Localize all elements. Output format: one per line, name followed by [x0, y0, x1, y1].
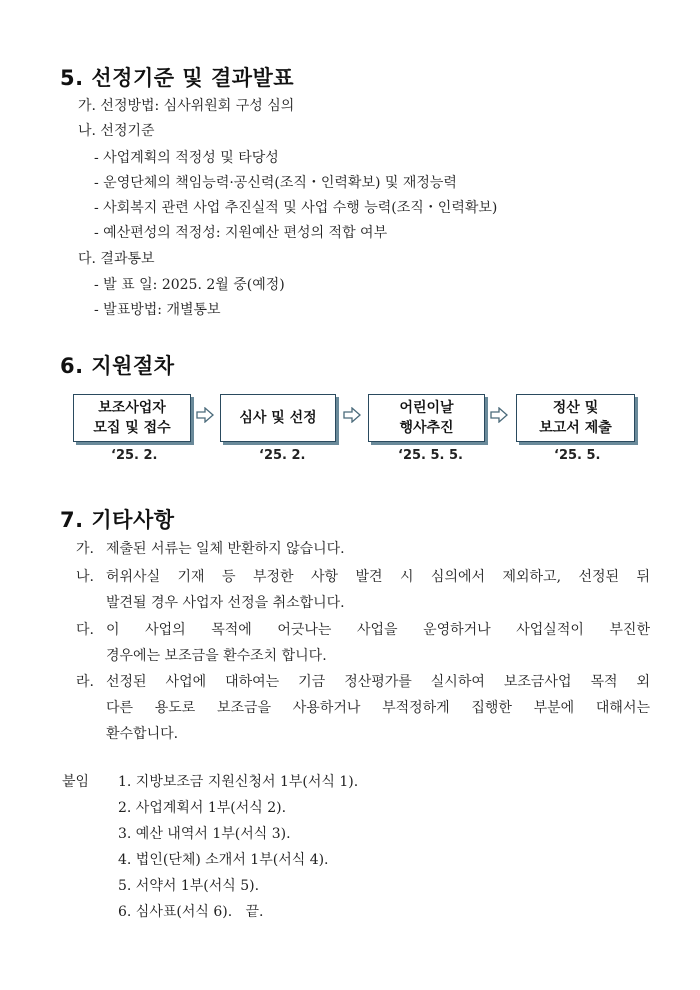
process-step-label: 모집 및 접수: [93, 420, 171, 436]
process-step-2: [220, 394, 336, 442]
notice-text: 환수합니다.: [106, 726, 179, 742]
process-step-label: 보조사업자: [98, 400, 166, 416]
notice-text: 이 사업의 목적에 어긋나는 사업을 운영하거나 사업실적이 부진한: [106, 622, 650, 638]
attachment-item: 1. 지방보조금 지원신청서 1부(서식 1).: [118, 774, 359, 790]
flow-arrow-icon: [490, 407, 508, 423]
attachments-label: 붙임: [62, 774, 90, 790]
process-step-label: 심사 및 선정: [239, 410, 317, 426]
process-step-3: [368, 394, 485, 442]
criteria-item: - 사회복지 관련 사업 추진실적 및 사업 수행 능력(조직・인력확보): [94, 200, 498, 216]
criteria-item: - 사업계획의 적정성 및 타당성: [94, 150, 279, 166]
notice-text: 다른 용도로 보조금을 사용하거나 부적정하게 집행한 부분에 대해서는: [106, 700, 650, 716]
flow-arrow-icon: [343, 407, 361, 423]
process-step-4: [516, 394, 635, 442]
section-7-heading: 7. 기타사항: [60, 508, 175, 532]
list-marker: 나.: [76, 569, 94, 585]
attachment-item: 4. 법인(단체) 소개서 1부(서식 4).: [118, 852, 329, 868]
attachment-item: 6. 심사표(서식 6). 끝.: [118, 904, 264, 920]
section-5-item-na: 나. 선정기준: [78, 123, 155, 139]
process-step-1: [73, 394, 191, 442]
notice-text: 발견될 경우 사업자 선정을 취소합니다.: [106, 595, 345, 611]
attachment-item: 2. 사업계획서 1부(서식 2).: [118, 800, 287, 816]
list-marker: 라.: [76, 674, 94, 690]
criteria-item: - 예산편성의 적정성: 지원예산 편성의 적합 여부: [94, 225, 388, 241]
section-5-item-ga: 가. 선정방법: 심사위원회 구성 심의: [78, 98, 295, 114]
flow-arrow-icon: [196, 407, 214, 423]
criteria-item: - 운영단체의 책임능력·공신력(조직・인력확보) 및 재정능력: [94, 175, 457, 191]
process-step-date: ‘25. 2.: [111, 448, 158, 463]
section-6-heading: 6. 지원절차: [60, 354, 175, 378]
notice-text: 제출된 서류는 일체 반환하지 않습니다.: [106, 541, 345, 557]
result-item: - 발표방법: 개별통보: [94, 302, 221, 318]
process-step-label: 어린이날: [399, 400, 454, 416]
notice-text: 선정된 사업에 대하여는 기금 정산평가를 실시하여 보조금사업 목적 외: [106, 674, 650, 690]
process-step-label: 행사추진: [399, 420, 454, 436]
attachment-item: 5. 서약서 1부(서식 5).: [118, 878, 260, 894]
result-item: - 발 표 일: 2025. 2월 중(예정): [94, 277, 285, 293]
process-step-label: 정산 및: [552, 400, 599, 416]
section-5-item-da: 다. 결과통보: [78, 251, 155, 267]
notice-text: 경우에는 보조금을 환수조치 합니다.: [106, 648, 327, 664]
process-step-date: ‘25. 2.: [259, 448, 306, 463]
process-step-date: ‘25. 5.: [554, 448, 601, 463]
list-marker: 다.: [76, 622, 94, 638]
process-step-date: ‘25. 5. 5.: [398, 448, 463, 463]
list-marker: 가.: [76, 541, 94, 557]
section-5-heading: 5. 선정기준 및 결과발표: [60, 66, 295, 90]
notice-text: 허위사실 기재 등 부정한 사항 발견 시 심의에서 제외하고, 선정된 뒤: [106, 569, 650, 585]
attachment-item: 3. 예산 내역서 1부(서식 3).: [118, 826, 291, 842]
process-step-label: 보고서 제출: [539, 420, 612, 436]
